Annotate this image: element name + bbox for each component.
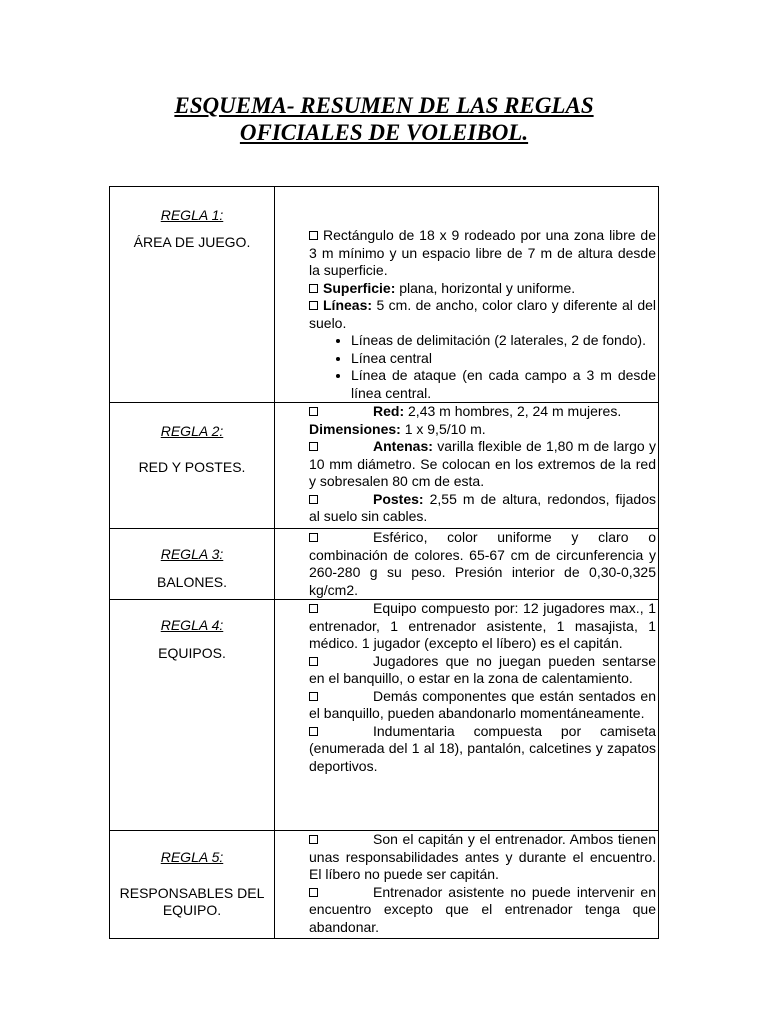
rule-name: ÁREA DE JUEGO. — [133, 233, 251, 250]
rule-label: REGLA 4: — [160, 617, 224, 633]
rule-5-cell-right: Son el capitán y el entrenador. Ambos tienen unas responsabilidades antes y durante el encuentro. El líbero no puede ser capitán. Entrenador asistente no puede intervenir en encuentro excepto que el entrenador tenga que abandonar. — [275, 831, 659, 939]
checkbox-icon — [309, 533, 318, 542]
checkbox-icon — [309, 727, 318, 736]
checkbox-icon — [309, 407, 318, 416]
rule-name: BALONES. — [156, 573, 228, 590]
checkbox-icon — [309, 835, 318, 844]
rule-2-cell-right: Red: 2,43 m hombres, 2, 24 m mujeres. Dimensiones: 1 x 9,5/10 m. Antenas: varilla flexible de 1,80 m de largo y 10 mm diámetro. Se colocan en los extremos de la red y sobresalen 80 cm de esta. Postes: 2,55 m de altura, redondos, fijados al suelo sin cables. — [275, 403, 659, 529]
table-row — [110, 529, 659, 600]
rule-name: RESPONSABLES DEL EQUIPO. — [119, 884, 265, 918]
checkbox-icon — [309, 604, 318, 613]
rule-4-cell-left — [110, 600, 275, 831]
list-item: • Líneas de delimitación (2 laterales, 2 de fondo). — [351, 332, 656, 350]
title-line-2: OFICIALES DE VOLEIBOL. — [239, 120, 529, 145]
checkbox-icon — [309, 301, 318, 310]
rule-name: RED Y POSTES. — [138, 458, 246, 475]
checkbox-icon — [309, 442, 318, 451]
checkbox-icon — [309, 231, 318, 240]
list-item: • Línea central — [351, 350, 656, 368]
rule-4-cell-right: Equipo compuesto por: 12 jugadores max., 1 entrenador, 1 entrenador asistente, 1 masajista, 1 médico. 1 jugador (excepto el líbero) es el capitán. Jugadores que no juegan pueden sentarse en el banquillo, o estar en la zona de calentamiento. Demás componentes que están sentados en el banquillo, pueden abandonarlo momentáneamente. Indumentaria compuesta por camiseta (enumerada del 1 al 18), pantalón, calcetines y zapatos deportivos. — [275, 600, 659, 831]
rule-label: REGLA 2: — [160, 423, 224, 439]
document-title — [0, 92, 768, 146]
bullet-list — [309, 332, 656, 402]
rule-5-cell-left — [110, 831, 275, 939]
rule-label: REGLA 3: — [160, 546, 224, 562]
rule-1-cell-right: Rectángulo de 18 x 9 rodeado por una zona libre de 3 m mínimo y un espacio libre de 7 m de altura desde la superficie. Superficie: plana, horizontal y uniforme. Líneas: 5 cm. de ancho, color claro y diferente al del suelo. • Líneas de delimitación (2 laterales, 2 de fondo). • Línea central • Línea de ataque (en cada campo a 3 m desde línea central. — [275, 187, 659, 403]
rule-label: REGLA 5: — [160, 849, 224, 865]
rule-label: REGLA 1: — [160, 207, 224, 223]
title-line-1: ESQUEMA- RESUMEN DE LAS REGLAS — [174, 93, 594, 118]
table-row — [110, 403, 659, 529]
rule-1-cell-left — [110, 187, 275, 403]
rule-2-cell-left — [110, 403, 275, 529]
checkbox-icon — [309, 284, 318, 293]
rule-3-cell-left — [110, 529, 275, 600]
rules-table — [109, 186, 659, 939]
table-row — [110, 831, 659, 939]
checkbox-icon — [309, 657, 318, 666]
rule-name: EQUIPOS. — [158, 644, 226, 661]
checkbox-icon — [309, 692, 318, 701]
checkbox-icon — [309, 495, 318, 504]
table-row — [110, 187, 659, 403]
rule-3-cell-right: Esférico, color uniforme y claro o combinación de colores. 65-67 cm de circunferencia y 260-280 g su peso. Presión interior de 0,30-0,325 kg/cm2. — [275, 529, 659, 600]
checkbox-icon — [309, 888, 318, 897]
list-item: • Línea de ataque (en cada campo a 3 m desde línea central. — [351, 367, 656, 402]
table-row — [110, 600, 659, 831]
